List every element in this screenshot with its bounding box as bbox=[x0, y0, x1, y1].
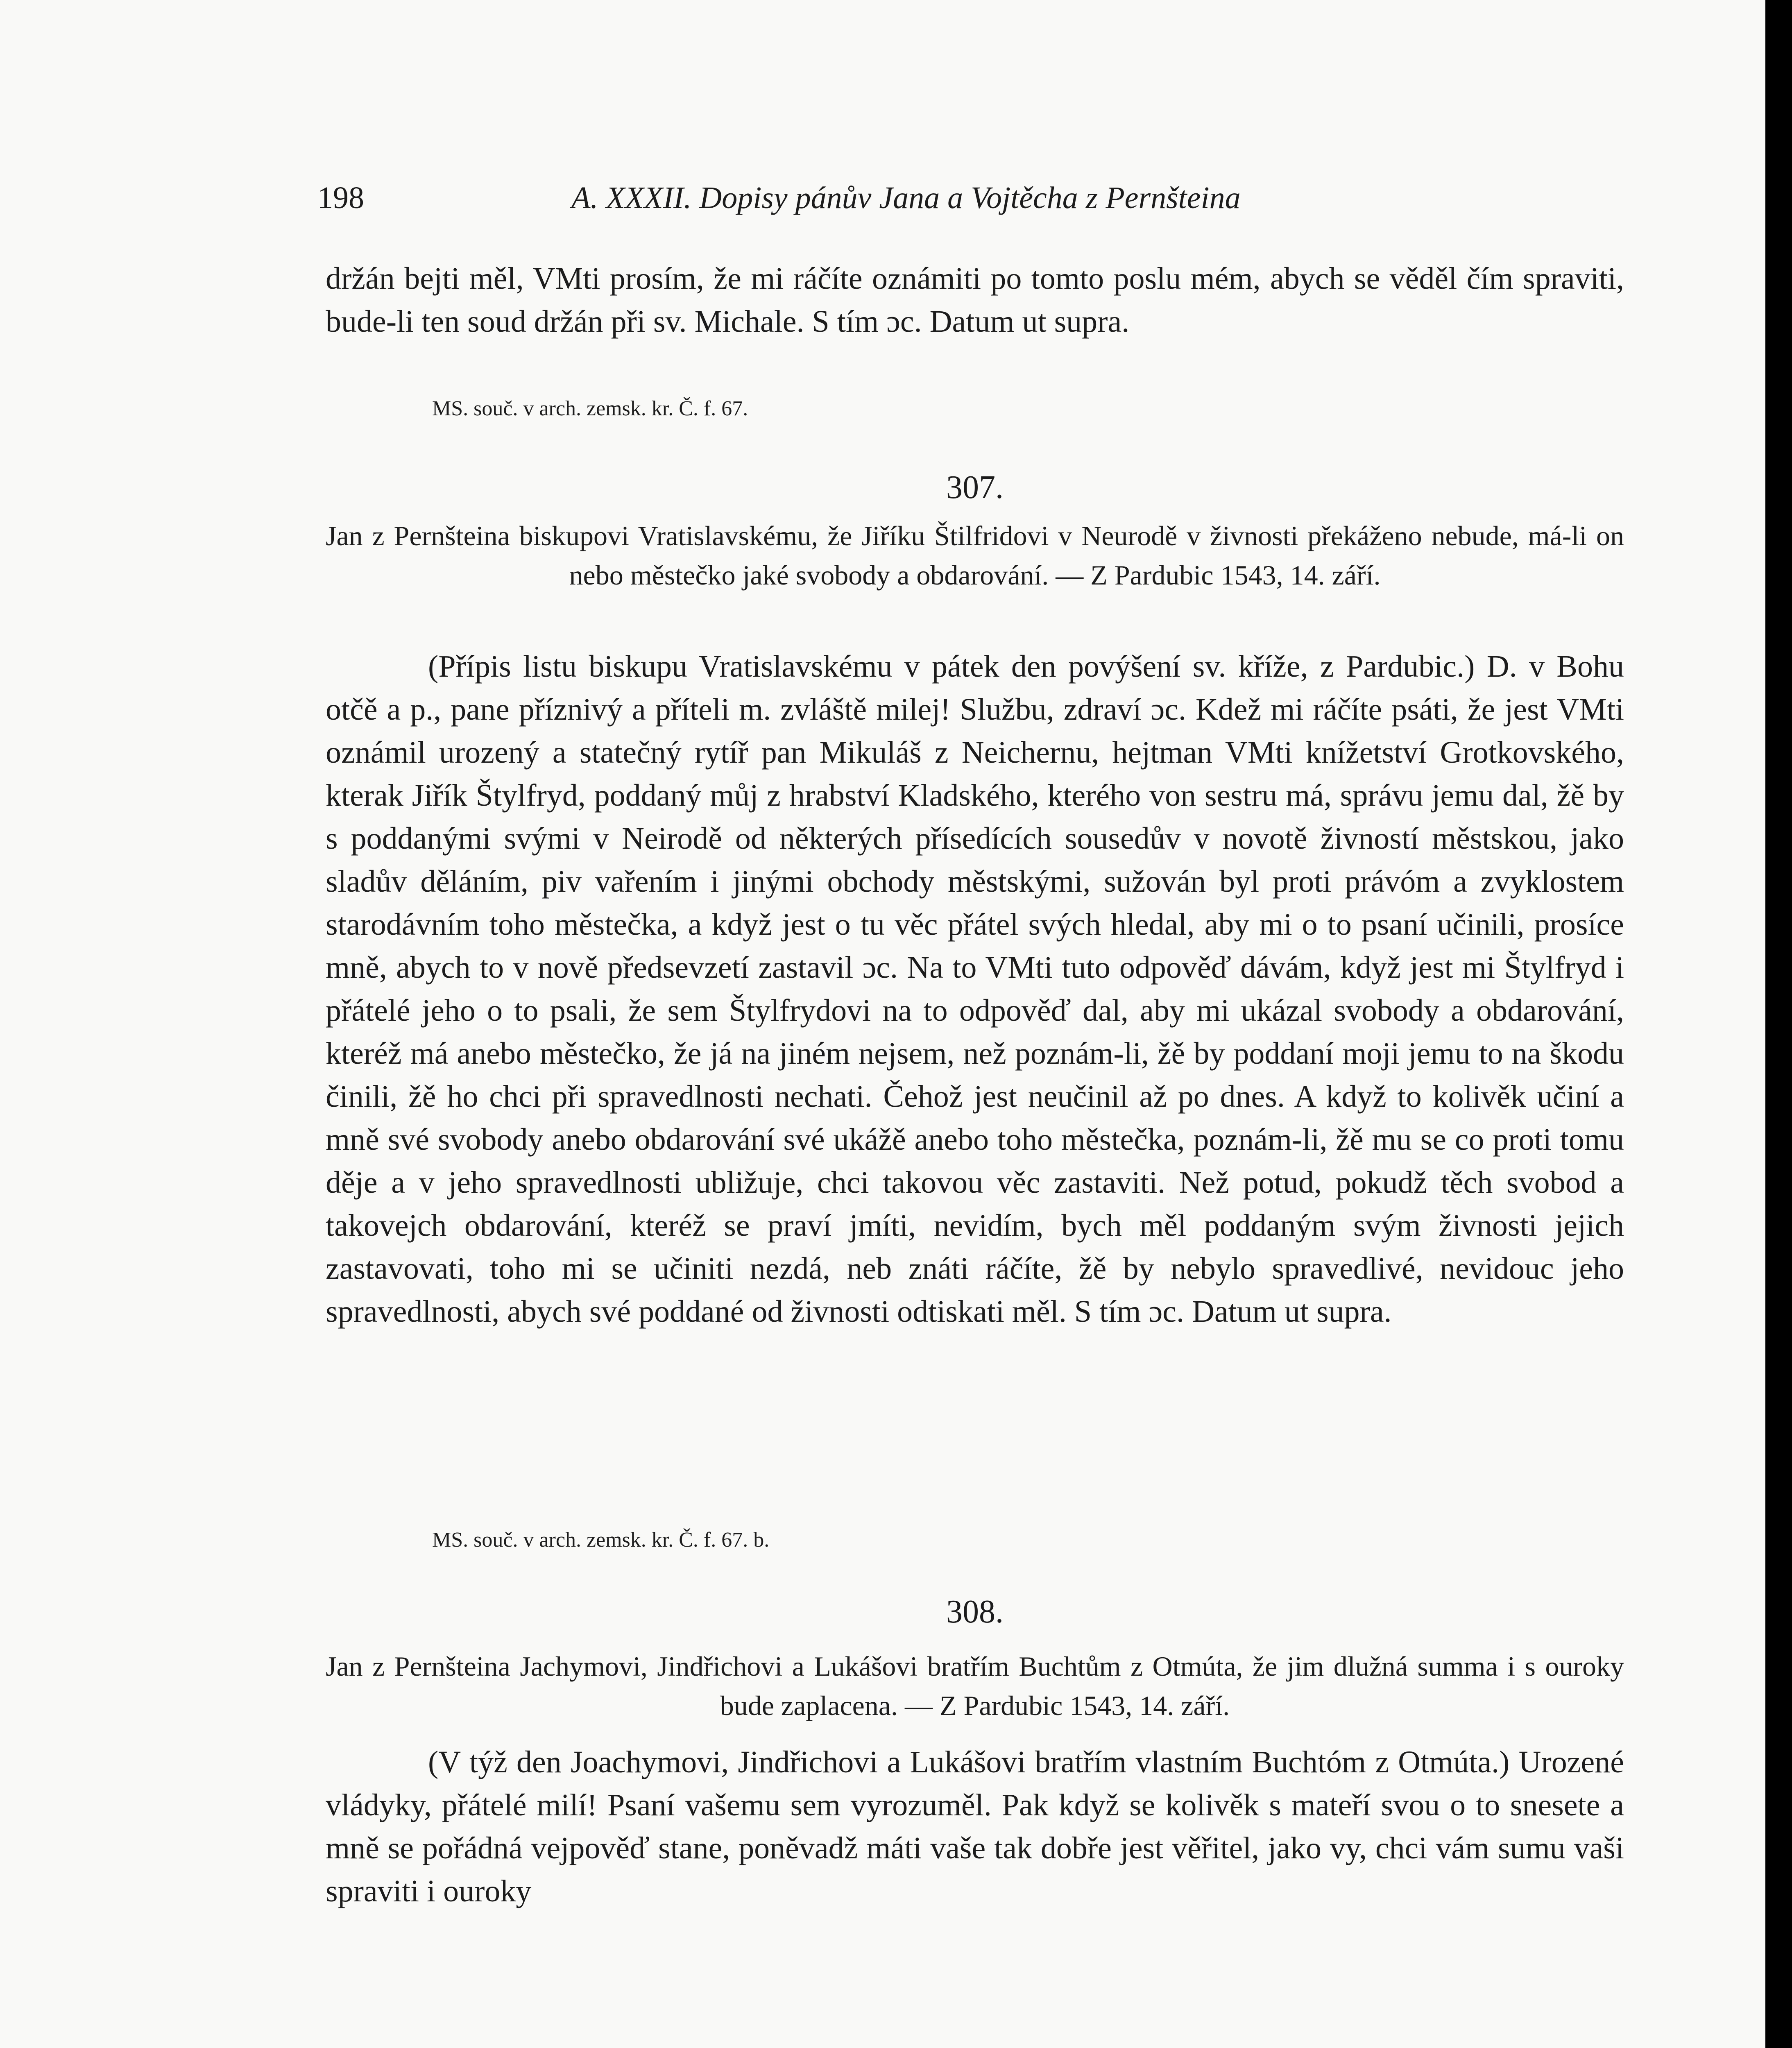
document-number-307: 307. bbox=[946, 469, 1004, 505]
continued-paragraph: držán bejti měl, VMti prosím, že mi ráčíte oznámiti po tomto poslu mém, abych se věděl čím spraviti, bude-li ten soud držán při sv. Michale. S tím ɔc. Datum ut supra. bbox=[326, 261, 1624, 339]
continued-letter-text bbox=[326, 257, 1624, 343]
letter-body-308 bbox=[326, 1741, 1624, 1913]
regest-307: Jan z Pernšteina biskupovi Vratislavskému, že Jiříku Štilfridovi v Neurodě v živnosti překáženo nebude, má-li on nebo městečko jaké svobody a obdarování. — Z Pardubic 1543, 14. září. bbox=[326, 520, 1624, 591]
regest-308: Jan z Pernšteina Jachymovi, Jindřichovi a Lukášovi bratřím Buchtům z Otmúta, že jim dlužná summa i s ouroky bude zaplacena. — Z Pardubic 1543, 14. září. bbox=[326, 1651, 1624, 1721]
source-note-307: MS. souč. v arch. zemsk. kr. Č. f. 67. b. bbox=[432, 1528, 770, 1552]
scan-edge bbox=[1765, 0, 1792, 2048]
letter-body-307 bbox=[326, 645, 1624, 1333]
source-note: MS. souč. v arch. zemsk. kr. Č. f. 67. bbox=[432, 397, 748, 420]
page-number: 198 bbox=[317, 181, 364, 215]
page-header bbox=[317, 179, 1624, 216]
letter-paragraph-307: (Přípis listu biskupu Vratislavskému v pátek den povýšení sv. kříže, z Pardubic.) D. v Bohu otčě a p., pane příznivý a příteli m. zvláště milej! Službu, zdraví ɔc. Kdež mi ráčíte psáti, že jest VMti oznámil urozený a statečný rytíř pan Mikuláš z Neichernu, hejtman VMti knížetství Grotkovského, kterak Jiřík Štylfryd, poddaný můj z hrabství Kladského, kterého von sestru má, správu jemu dal, žě by s poddanými svými v Neirodě od některých přísedících sousedův v novotě živností městskou, jako sladův děláním, piv vařením i jinými obchody městskými, sužován byl proti právóm a zvyklostem starodávním toho městečka, a když jest o tu věc přátel svých hledal, aby mi o to psaní učinili, prosíce mně, abych to v nově předsevzetí zastavil ɔc. Na to VMti tuto odpověď dávám, když jest mi Štylfryd i přátelé jeho o to psali, že sem Štylfrydovi na to odpověď dal, aby mi ukázal svobody a obdarování, kteréž má anebo městečko, že já na jiném nejsem, než poznám-li, žě by poddaní moji jemu to na škodu činili, žě ho chci při spravedlnosti nechati. Čehož jest neučinil až po dnes. A když to kolivěk učiní a mně své svobody anebo obdarování své ukážě anebo toho městečka, poznám-li, žě mu se co proti tomu děje a v jeho spravedlnosti ubližuje, chci takovou věc zastaviti. Než potud, pokudž těch svobod a takovejch obdarování, kteréž se praví jmíti, nevidím, bych měl poddaným svým živnosti jejich zastavovati, toho mi se učiniti nezdá, neb znáti ráčíte, žě by nebylo spravedlivé, nevidouc jeho spravedlnosti, abych své poddané od živnosti odtiskati měl. S tím ɔc. Datum ut supra. bbox=[326, 649, 1624, 1329]
running-title: A. XXXII. Dopisy pánův Jana a Vojtěcha z Pernšteina bbox=[571, 181, 1241, 215]
document-number-308: 308. bbox=[946, 1594, 1004, 1630]
letter-paragraph-308: (V týž den Joachymovi, Jindřichovi a Lukášovi bratřím vlastním Buchtóm z Otmúta.) Urozené vládyky, přátelé milí! Psaní vašemu sem vyrozuměl. Pak když se kolivěk s mateří svou o to snesete a mně se pořádná vejpověď stane, poněvadž máti vaše tak dobře jest věřitel, jako vy, chci vám sumu vaši spraviti i ouroky bbox=[326, 1745, 1624, 1908]
